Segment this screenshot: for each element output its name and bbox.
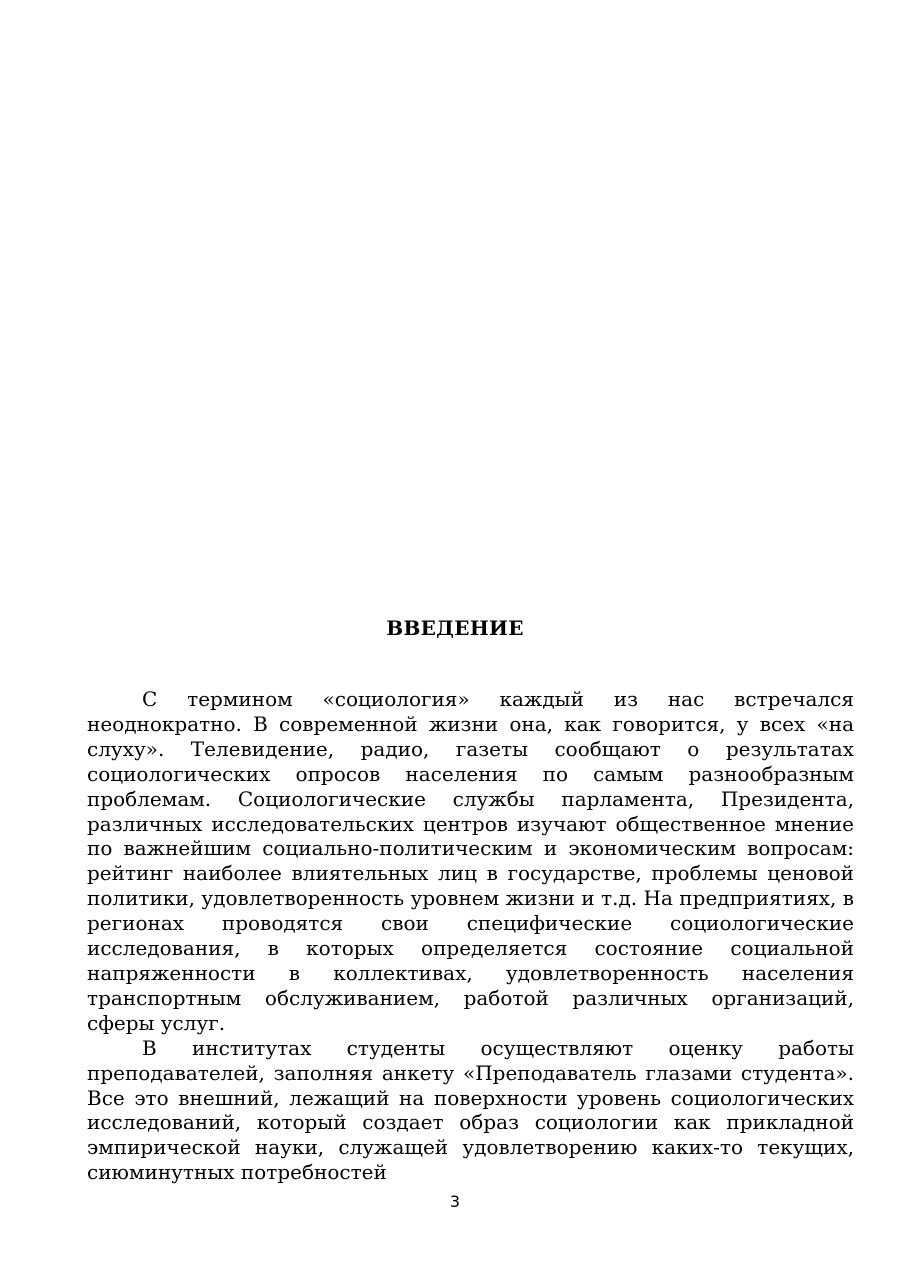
page-number: 3: [449, 1192, 461, 1211]
paragraph-2: В институтах студенты осуществляют оценку работы преподавателей, заполняя анкету «Преподаватель глазами студента». Все это внешний, лежащий на поверхности уровень социологических исследований, который создает образ социологии как прикладной эмпирической науки, служащей удовлетворению каких-то текущих, сиюминутных потребностей: [87, 1035, 854, 1185]
paragraph-1: С термином «социология» каждый из нас встречался неоднократно. В современной жизни она, как говорится, у всех «на слуху». Телевидение, радио, газеты сообщают о результатах социологических опросов населения по самым разнообразным проблемам. Социологические службы парламента, Президента, различных исследовательских центров изучают общественное мнение по важнейшим социально-политическим и экономическим вопросам: рейтинг наиболее влиятельных лиц в государстве, проблемы ценовой политики, удовлетворенность уровнем жизни и т.д. На предприятиях, в регионах проводятся свои специфические социологические исследования, в которых определяется состояние социальной напряженности в коллективах, удовлетворенность населения транспортным обслуживанием, работой различных организаций, сферы услуг.: [87, 687, 854, 1035]
body-text: [87, 687, 854, 1185]
section-heading: ВВЕДЕНИЕ: [386, 616, 524, 640]
